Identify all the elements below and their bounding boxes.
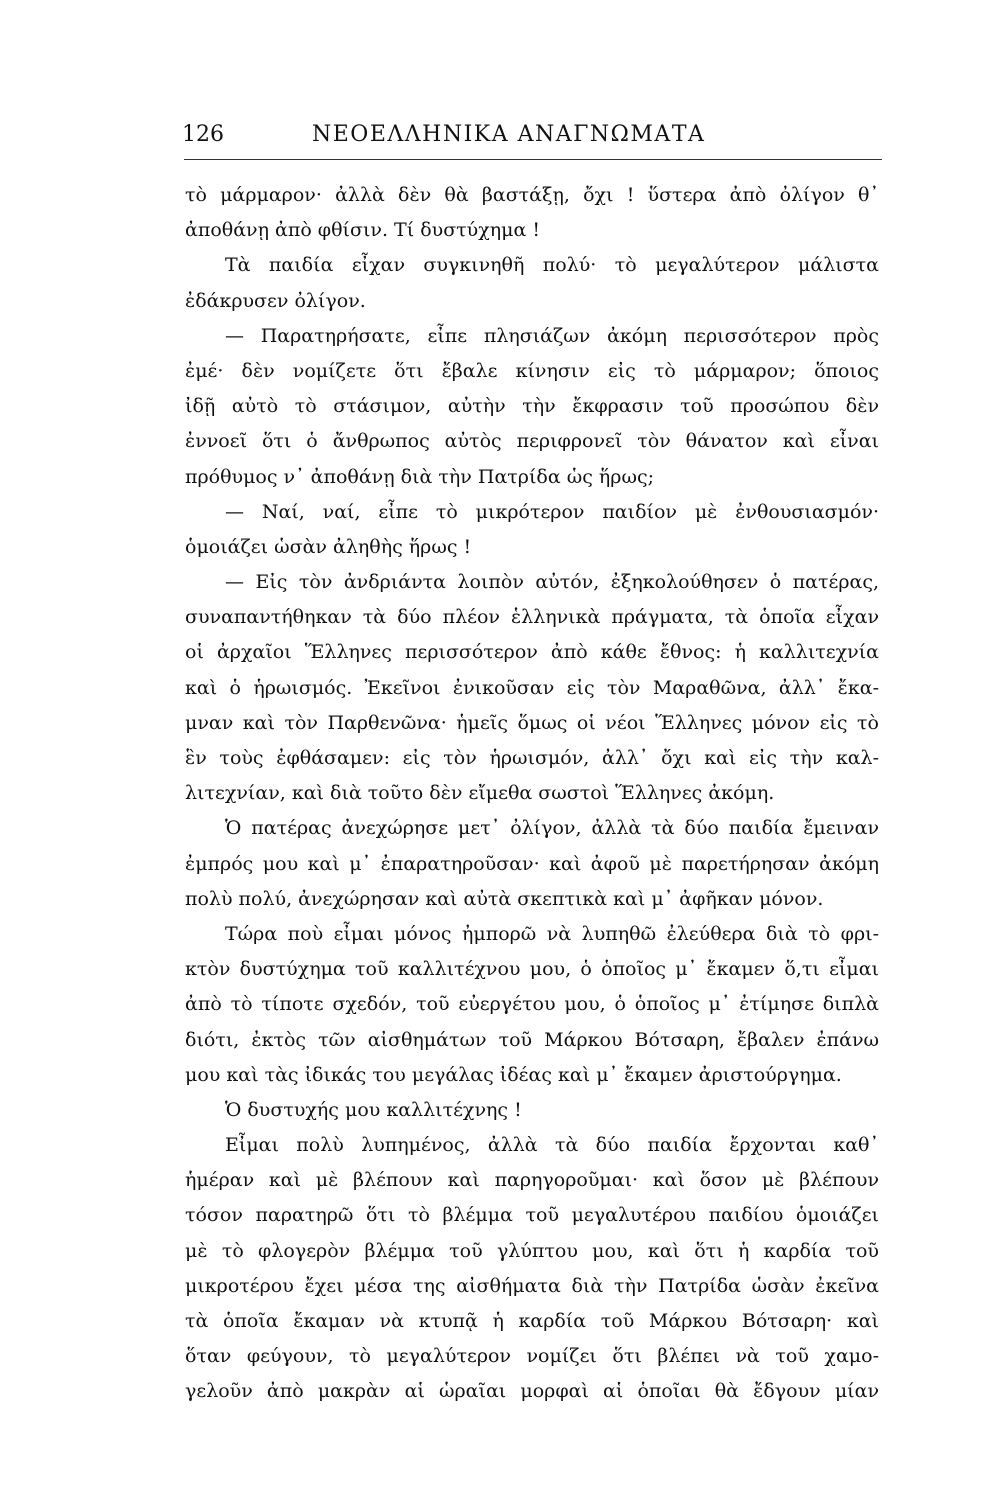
text-line: Τὰ παιδία εἶχαν συγκινηθῆ πολύ· τὸ μεγαλύτερον μάλιστα <box>225 254 879 277</box>
running-title: ΝΕΟΕΛΛΗΝΙΚΑ ΑΝΑΓΝΩΜΑΤΑ <box>312 122 706 147</box>
header-rule <box>184 159 882 160</box>
text-line: ἀποθάνῃ ἀπὸ φθίσιν. Τί δυστύχημα ! <box>185 219 540 242</box>
text-line: Ὁ πατέρας ἀνεχώρησε μετ᾽ ὀλίγον, ἀλλὰ τὰ δύο παιδία ἔμειναν <box>225 817 879 840</box>
text-line: διότι, ἐκτὸς τῶν αἰσθημάτων τοῦ Μάρκου Βότσαρη, ἔβαλεν ἐπάνω <box>185 1028 879 1051</box>
text-line: Ὁ δυστυχής μου καλλιτέχνης ! <box>225 1098 522 1121</box>
text-line: ὁμοιάζει ὡσὰν ἀληθὴς ἥρως ! <box>185 535 472 558</box>
text-line: γελοῦν ἀπὸ μακρὰν αἱ ὡραῖαι μορφαὶ αἱ ὁποῖαι θὰ ἔδγουν μίαν <box>185 1380 879 1403</box>
text-line: ὅταν φεύγουν, τὸ μεγαλύτερον νομίζει ὅτι βλέπει νὰ τοῦ χαμο- <box>185 1345 879 1368</box>
text-line: συναπαντήθηκαν τὰ δύο πλέον ἑλληνικὰ πράγματα, τὰ ὁποῖα εἶχαν <box>185 606 879 629</box>
text-line: ἐμέ· δὲν νομίζετε ὅτι ἔβαλε κίνησιν εἰς τὸ μάρμαρον; ὅποιος <box>185 359 879 382</box>
text-line: οἱ ἀρχαῖοι Ἕλληνες περισσότερον ἀπὸ κάθε ἔθνος: ἡ καλλιτεχνία <box>185 641 879 664</box>
text-line: ἐμπρός μου καὶ μ᾽ ἐπαρατηροῦσαν· καὶ ἀφοῦ μὲ παρετήρησαν ἀκόμη <box>185 852 879 875</box>
text-line: ἡμέραν καὶ μὲ βλέπουν καὶ παρηγοροῦμαι· καὶ ὅσον μὲ βλέπουν <box>185 1169 879 1192</box>
page-header <box>182 120 882 156</box>
text-line: τὰ ὁποῖα ἔκαμαν νὰ κτυπᾷ ἡ καρδία τοῦ Μάρκου Βότσαρη· καὶ <box>185 1310 879 1332</box>
text-line: ἰδῇ αὐτὸ τὸ στάσιμον, αὐτὴν τὴν ἔκφρασιν τοῦ προσώπου δὲν <box>185 395 879 418</box>
text-line: κτὸν δυστύχημα τοῦ καλλιτέχνου μου, ὁ ὁποῖος μ᾽ ἔκαμεν ὅ,τι εἶμαι <box>185 958 879 981</box>
text-line: πρόθυμος ν᾽ ἀποθάνῃ διὰ τὴν Πατρίδα ὡς ἥρως; <box>185 465 654 488</box>
text-line: λιτεχνίαν, καὶ διὰ τοῦτο δὲν εἴμεθα σωστοὶ Ἕλληνες ἀκόμη. <box>185 782 775 805</box>
text-line: Τώρα ποὺ εἶμαι μόνος ἠμπορῶ νὰ λυπηθῶ ἐλεύθερα διὰ τὸ φρι- <box>225 922 879 945</box>
text-line: τόσον παρατηρῶ ὅτι τὸ βλέμμα τοῦ μεγαλυτέρου παιδίου ὁμοιάζει <box>185 1204 879 1227</box>
text-line: πολὺ πολύ, ἀνεχώρησαν καὶ αὐτὰ σκεπτικὰ καὶ μ᾽ ἀφῆκαν μόνον. <box>185 887 824 910</box>
text-line: — Εἰς τὸν ἀνδριάντα λοιπὸν αὐτόν, ἐξηκολούθησεν ὁ πατέρας, <box>225 571 879 594</box>
text-line: Εἶμαι πολὺ λυπημένος, ἀλλὰ τὰ δύο παιδία ἔρχονται καθ᾽ <box>225 1134 879 1157</box>
text-line: ἐννοεῖ ὅτι ὁ ἄνθρωπος αὐτὸς περιφρονεῖ τὸν θάνατον καὶ εἶναι <box>185 430 879 453</box>
text-line: μναν καὶ τὸν Παρθενῶνα· ἡμεῖς ὅμως οἱ νέοι Ἕλληνες μόνον εἰς τὸ <box>185 711 879 734</box>
text-line: — Παρατηρήσατε, εἶπε πλησιάζων ἀκόμη περισσότερον πρὸς <box>225 324 879 347</box>
text-line: μικροτέρου ἔχει μέσα της αἰσθήματα διὰ τὴν Πατρίδα ὡσὰν ἐκεῖνα <box>185 1274 879 1297</box>
text-line: — Ναί, ναί, εἶπε τὸ μικρότερον παιδίον μὲ ἐνθουσιασμόν· <box>225 500 879 523</box>
text-line: μου καὶ τὰς ἰδικάς του μεγάλας ἰδέας καὶ μ᾽ ἔκαμεν ἀριστούργημα. <box>185 1063 842 1086</box>
text-line: ἓν τοὺς ἐφθάσαμεν: εἰς τὸν ἡρωισμόν, ἀλλ᾽ ὄχι καὶ εἰς τὴν καλ- <box>185 747 879 769</box>
text-line: μὲ τὸ φλογερὸν βλέμμα τοῦ γλύπτου μου, καὶ ὅτι ἡ καρδία τοῦ <box>185 1239 879 1262</box>
text-line: καὶ ὁ ἡρωισμός. Ἐκεῖνοι ἐνικοῦσαν εἰς τὸν Μαραθῶνα, ἀλλ᾽ ἔκα- <box>185 676 879 699</box>
text-body <box>185 178 879 1410</box>
page-number: 126 <box>182 122 224 147</box>
text-line: τὸ μάρμαρον· ἀλλὰ δὲν θὰ βαστάξῃ, ὄχι ! ὕστερα ἀπὸ ὀλίγον θ᾽ <box>185 184 879 206</box>
text-line: ἀπὸ τὸ τίποτε σχεδόν, τοῦ εὐεργέτου μου, ὁ ὁποῖος μ᾽ ἐτίμησε διπλὰ <box>185 993 879 1016</box>
text-line: ἐδάκρυσεν ὀλίγον. <box>185 289 366 312</box>
